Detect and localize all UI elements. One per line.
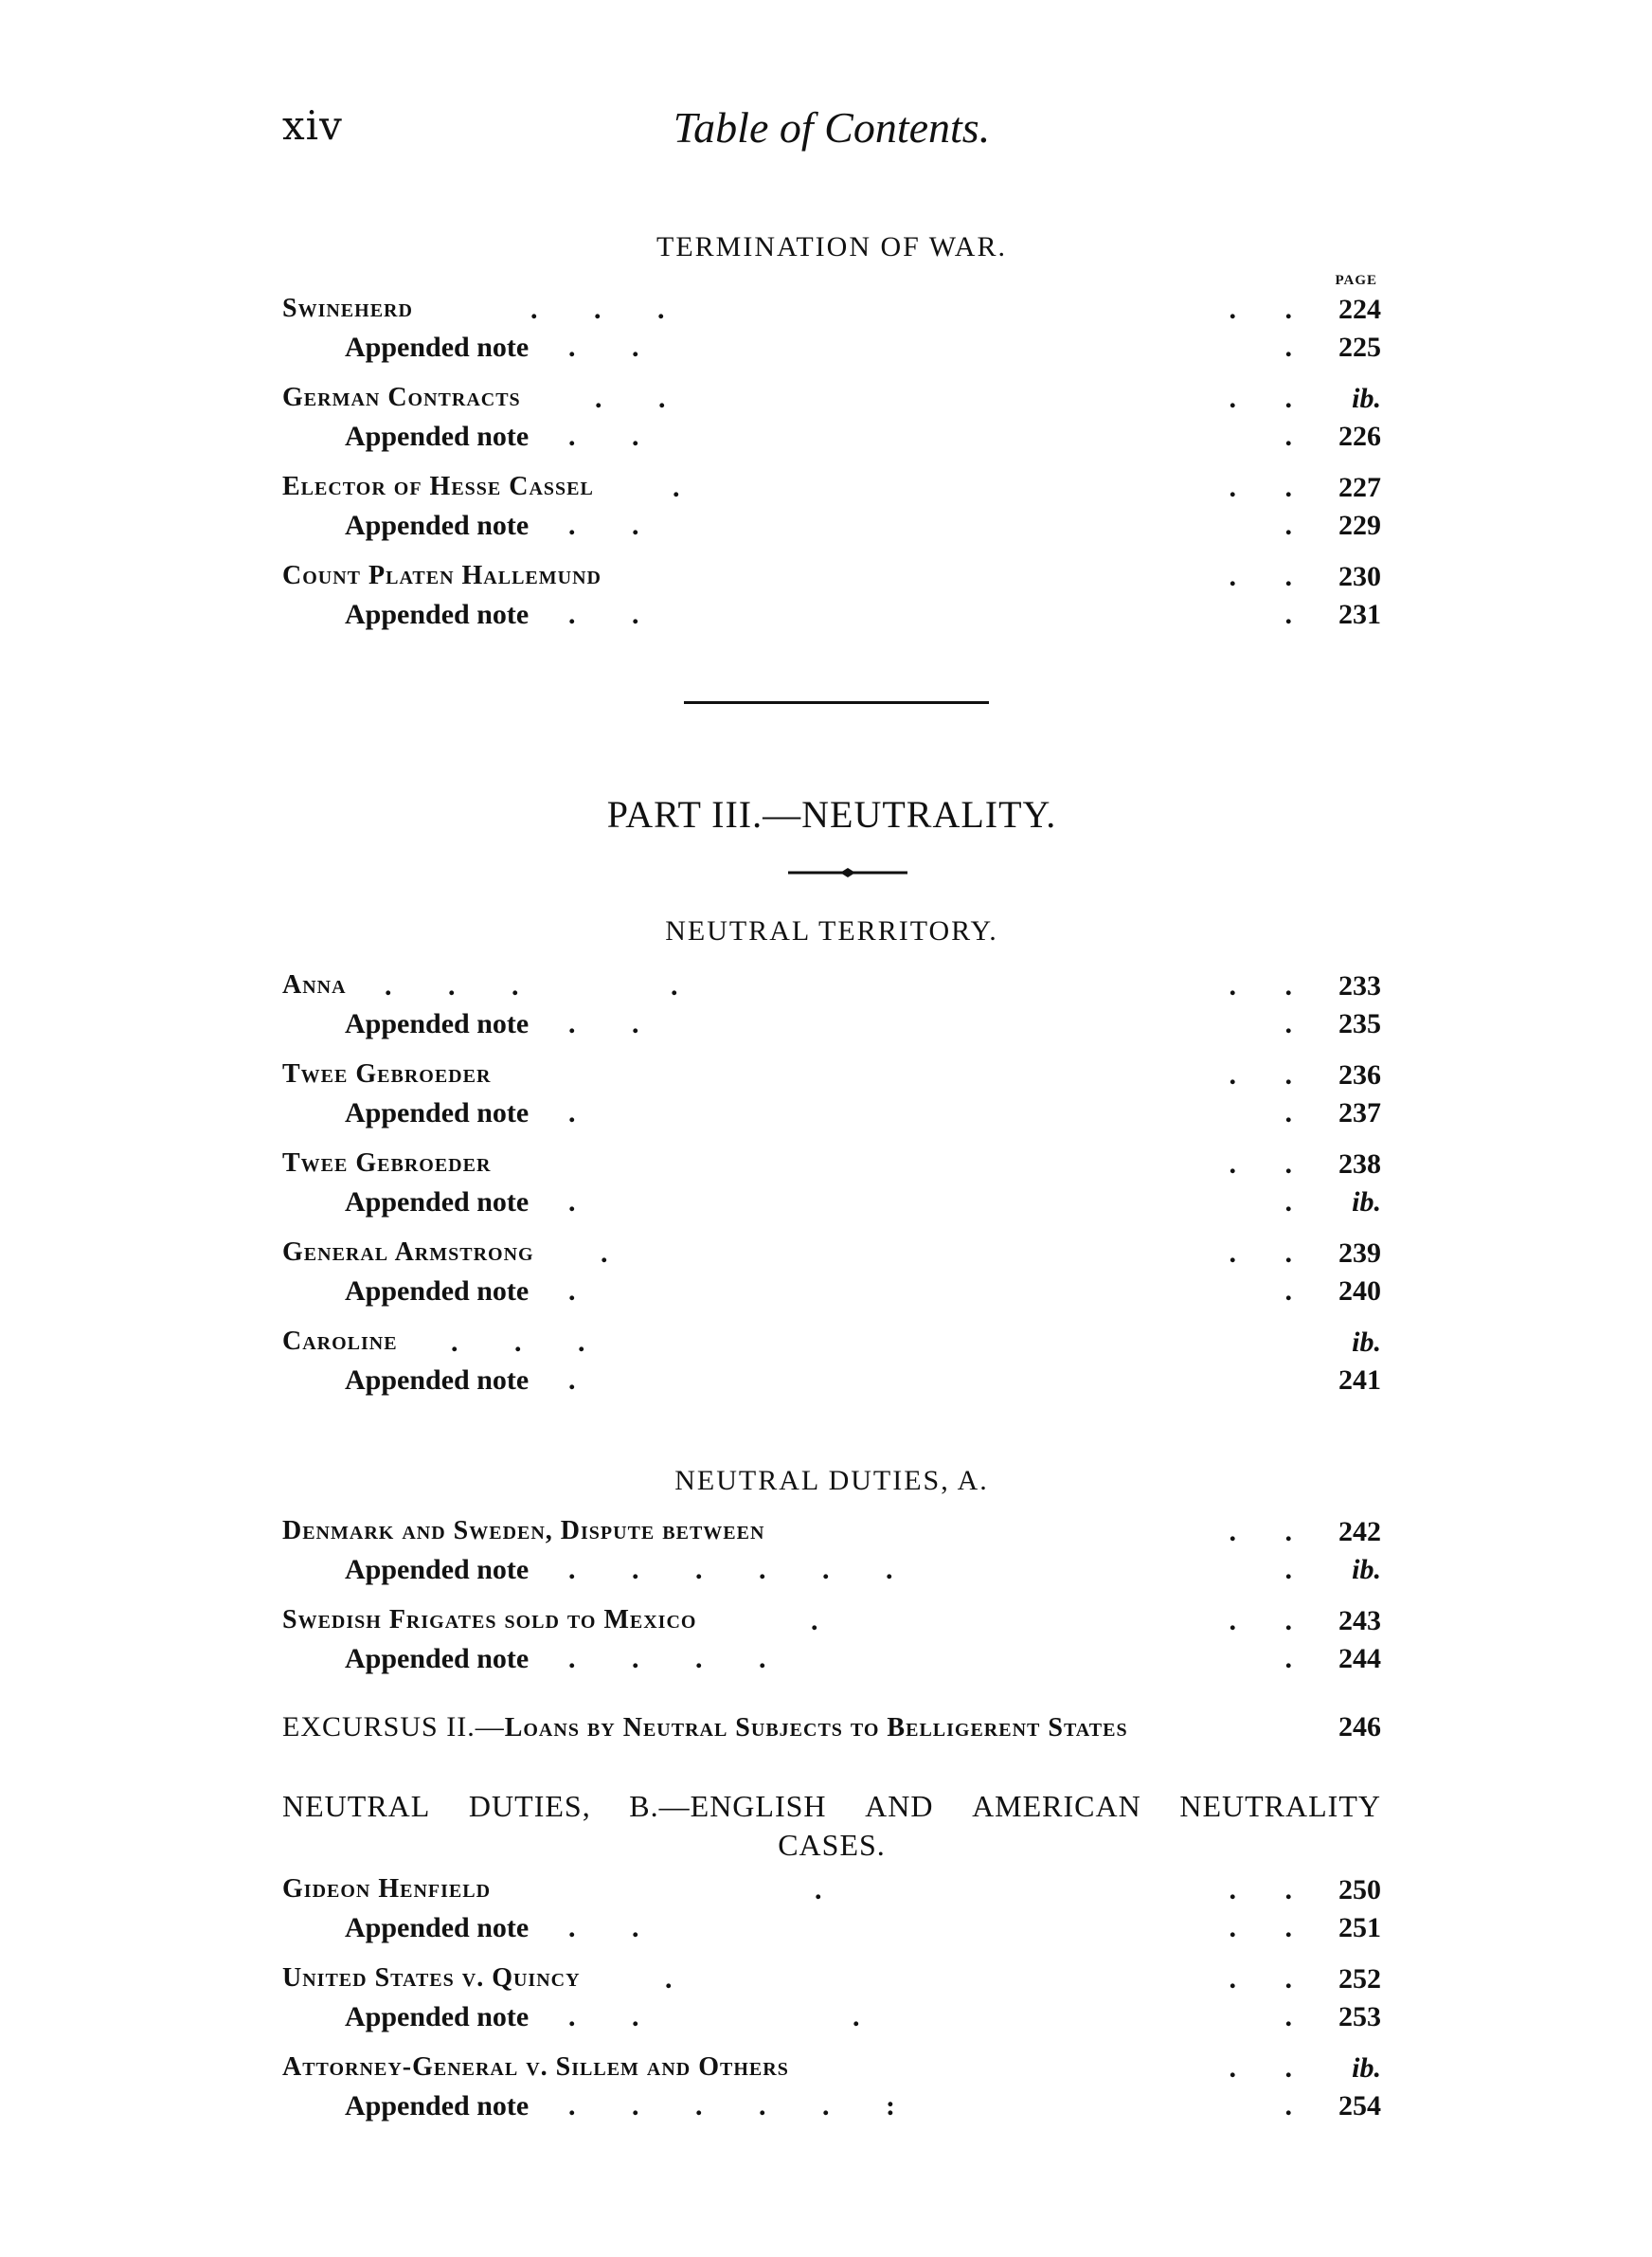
heading-word: AND [865,1789,934,1823]
entry-title [282,1711,1128,1743]
page-folio: xiv [282,102,343,149]
leader-dots: . [1284,332,1313,363]
entry-page: 235 [1338,1008,1381,1039]
entry-title: Appended note [345,1912,530,1943]
toc-entry-elector-of-hesse-cassel[interactable] [282,472,1381,510]
entry-title: Appended note [345,332,530,363]
leader-dots: . [811,1605,843,1636]
leader-dots: . [665,1963,697,1995]
leader-dots: . . [568,1912,664,1943]
entry-page: ib. [1352,1554,1381,1585]
entry-page: 252 [1338,1963,1381,1995]
leader-dots: . . [1229,1237,1313,1269]
entry-title: Swineherd [282,294,413,323]
leader-dots: . . [1229,294,1313,325]
leader-dots: . [568,1275,601,1307]
toc-subentry-appended-note[interactable] [282,1097,1381,1135]
toc-entry-twee-gebroeder[interactable] [282,1059,1381,1097]
section-heading-neutral-territory: NEUTRAL TERRITORY. [665,915,998,947]
entry-page: 241 [1338,1364,1381,1396]
heading-line-2: CASES. [778,1828,886,1862]
entry-title: Appended note [345,1275,530,1307]
running-head [282,102,1381,159]
leader-dots: . . [1229,1912,1313,1943]
toc-entry-german-contracts[interactable] [282,383,1381,421]
entry-title: Appended note [345,1097,530,1128]
entry-title: Gideon Henfield [282,1874,492,1904]
toc-subentry-appended-note[interactable] [282,2001,1381,2039]
toc-subentry-appended-note[interactable] [282,332,1381,370]
entry-title: Denmark and Sweden, Dispute between [282,1516,765,1545]
leader-dots: . . . . [568,1643,791,1674]
entry-page: 254 [1338,2090,1381,2122]
leader-dots: . . [568,510,664,541]
leader-dots: . . [1229,561,1313,592]
entry-page: 243 [1338,1605,1381,1636]
entry-title: Appended note [345,2001,530,2032]
entry-page: ib. [1352,2052,1381,2084]
leader-dots: . . . [451,1327,610,1358]
entry-page: 225 [1338,332,1381,363]
entry-title: Twee Gebroeder [282,1148,492,1178]
leader-dots: . . . . . . [568,1554,918,1585]
leader-dots: . . [1229,1148,1313,1180]
entry-page: 238 [1338,1148,1381,1180]
leader-dots: . [1284,2090,1313,2122]
leader-dots: . [568,1364,601,1396]
toc-subentry-appended-note[interactable] [282,1643,1381,1681]
leader-dots: . . [568,332,664,363]
leader-dots: . [1284,1097,1313,1128]
entry-title: Attorney-General v. Sillem and Others [282,2052,789,2082]
excursus-title: Loans by Neutral Subjects to Belligerent States [504,1713,1128,1742]
entry-title: General Armstrong [282,1237,534,1267]
leader-dots: . [815,1874,847,1905]
toc-subentry-appended-note[interactable] [282,1364,1381,1402]
entry-title: Appended note [345,1008,530,1039]
toc-entry-gideon-henfield[interactable] [282,1874,1381,1912]
entry-title: Appended note [345,421,530,452]
leader-dots: . [1284,1186,1313,1218]
entry-page: 231 [1338,599,1381,630]
leader-dots: . [853,2001,885,2032]
leader-dots: . [568,1186,601,1218]
leader-dots: . [1284,1554,1313,1585]
toc-subentry-appended-note[interactable] [282,2090,1381,2128]
running-title: Table of Contents. [673,103,991,152]
entry-title: Appended note [345,510,530,541]
entry-page: ib. [1352,1327,1381,1358]
leader-dots: . [1284,1008,1313,1039]
part-heading: PART III.—NEUTRALITY. [606,793,1057,836]
toc-subentry-appended-note[interactable] [282,599,1381,637]
leader-dots: . . [1229,1874,1313,1905]
leader-dots: . . [1229,1963,1313,1995]
entry-page: 227 [1338,472,1381,503]
toc-entry-caroline[interactable] [282,1327,1381,1364]
entry-page: 233 [1338,970,1381,1002]
toc-subentry-appended-note[interactable] [282,1186,1381,1224]
entry-title: Count Platen Hallemund [282,561,602,590]
leader-dots: . . [568,421,664,452]
entry-page: 250 [1338,1874,1381,1905]
entry-title: United States v. Quincy [282,1963,581,1993]
entry-title: Appended note [345,1186,530,1218]
toc-subentry-appended-note[interactable] [282,421,1381,459]
toc-entry-general-armstrong[interactable] [282,1237,1381,1275]
entry-page: 242 [1338,1516,1381,1547]
leader-dots: . . . [530,294,690,325]
leader-dots: . . [1229,970,1313,1002]
entry-title: Appended note [345,1554,530,1585]
leader-dots: . . [1229,1516,1313,1547]
entry-page: ib. [1352,383,1381,414]
leader-dots: . [1284,599,1313,630]
toc-entry-excursus-ii[interactable] [282,1711,1381,1749]
entry-page: 229 [1338,510,1381,541]
leader-dots: . [1284,1643,1313,1674]
entry-title: Caroline [282,1327,398,1356]
heading-word: AMERICAN [972,1789,1141,1823]
toc-entry-denmark-and-sweden[interactable] [282,1516,1381,1554]
toc-subentry-appended-note[interactable] [282,1275,1381,1313]
section-heading-neutral-duties-a: NEUTRAL DUTIES, A. [674,1465,989,1496]
toc-subentry-appended-note[interactable] [282,1912,1381,1950]
leader-dots: . . [568,599,664,630]
excursus-lead: EXCURSUS II.— [282,1711,505,1742]
entry-title: Swedish Frigates sold to Mexico [282,1605,697,1634]
leader-dots: . [601,1237,633,1269]
toc-subentry-appended-note[interactable] [282,510,1381,548]
leader-dots: . . [568,1008,664,1039]
leader-dots: . . [1229,2052,1313,2084]
entry-page: ib. [1352,1186,1381,1218]
entry-title: Appended note [345,2090,530,2122]
leader-dots: . . . [385,970,544,1002]
leader-dots: . [1284,2001,1313,2032]
toc-entry-count-platen-hallemund[interactable] [282,561,1381,599]
heading-word: NEUTRALITY [1179,1789,1381,1823]
toc-entry-twee-gebroeder[interactable] [282,1148,1381,1186]
toc-entry-anna[interactable] [282,970,1381,1008]
leader-dots: . . [1229,472,1313,503]
entry-page: 230 [1338,561,1381,592]
section-heading-termination-of-war: TERMINATION OF WAR. [656,231,1007,262]
entry-title: Elector of Hesse Cassel [282,472,594,501]
toc-entry-attorney-general-v-sillem[interactable] [282,2052,1381,2090]
section-divider-rule [684,701,989,704]
entry-title: Anna [282,970,347,1000]
leader-dots: . . [1229,1605,1313,1636]
entry-page: 246 [1338,1711,1381,1742]
leader-dots: . . [568,2001,664,2032]
leader-dots: . . [1229,383,1313,414]
entry-page: 240 [1338,1275,1381,1307]
leader-dots: . . [1229,1059,1313,1091]
entry-title: Appended note [345,1364,530,1396]
entry-page: 236 [1338,1059,1381,1091]
entry-title: Appended note [345,599,530,630]
toc-entry-united-states-v-quincy[interactable] [282,1963,1381,2001]
heading-word: DUTIES, [468,1789,591,1823]
entry-page: 224 [1338,294,1381,325]
leader-dots: . [673,472,705,503]
leader-dots: . . [595,383,691,414]
entry-page: 239 [1338,1237,1381,1269]
leader-dots: . [568,1097,601,1128]
page-column-label: PAGE [1335,273,1377,288]
toc-subentry-appended-note[interactable] [282,1008,1381,1046]
leader-dots: . [1284,421,1313,452]
entry-title: Twee Gebroeder [282,1059,492,1089]
toc-entry-swineherd[interactable] [282,294,1381,332]
entry-page: 237 [1338,1097,1381,1128]
toc-entry-swedish-frigates[interactable] [282,1605,1381,1643]
toc-subentry-appended-note[interactable] [282,1554,1381,1592]
section-heading-neutral-duties-b [282,1789,1381,1863]
entry-page: 244 [1338,1643,1381,1674]
entry-page: 226 [1338,421,1381,452]
leader-dots: . [1284,1275,1313,1307]
heading-word: B.—ENGLISH [629,1789,827,1823]
entry-page: 253 [1338,2001,1381,2032]
heading-line-1 [282,1789,1381,1824]
entry-title: German Contracts [282,383,521,412]
entry-title: Appended note [345,1643,530,1674]
leader-dots: . [671,970,703,1002]
leader-dots: . . . . . : [568,2090,920,2122]
entry-page: 251 [1338,1912,1381,1943]
leader-dots: . [1284,510,1313,541]
ornament-divider [788,866,907,879]
heading-word: NEUTRAL [282,1789,431,1823]
